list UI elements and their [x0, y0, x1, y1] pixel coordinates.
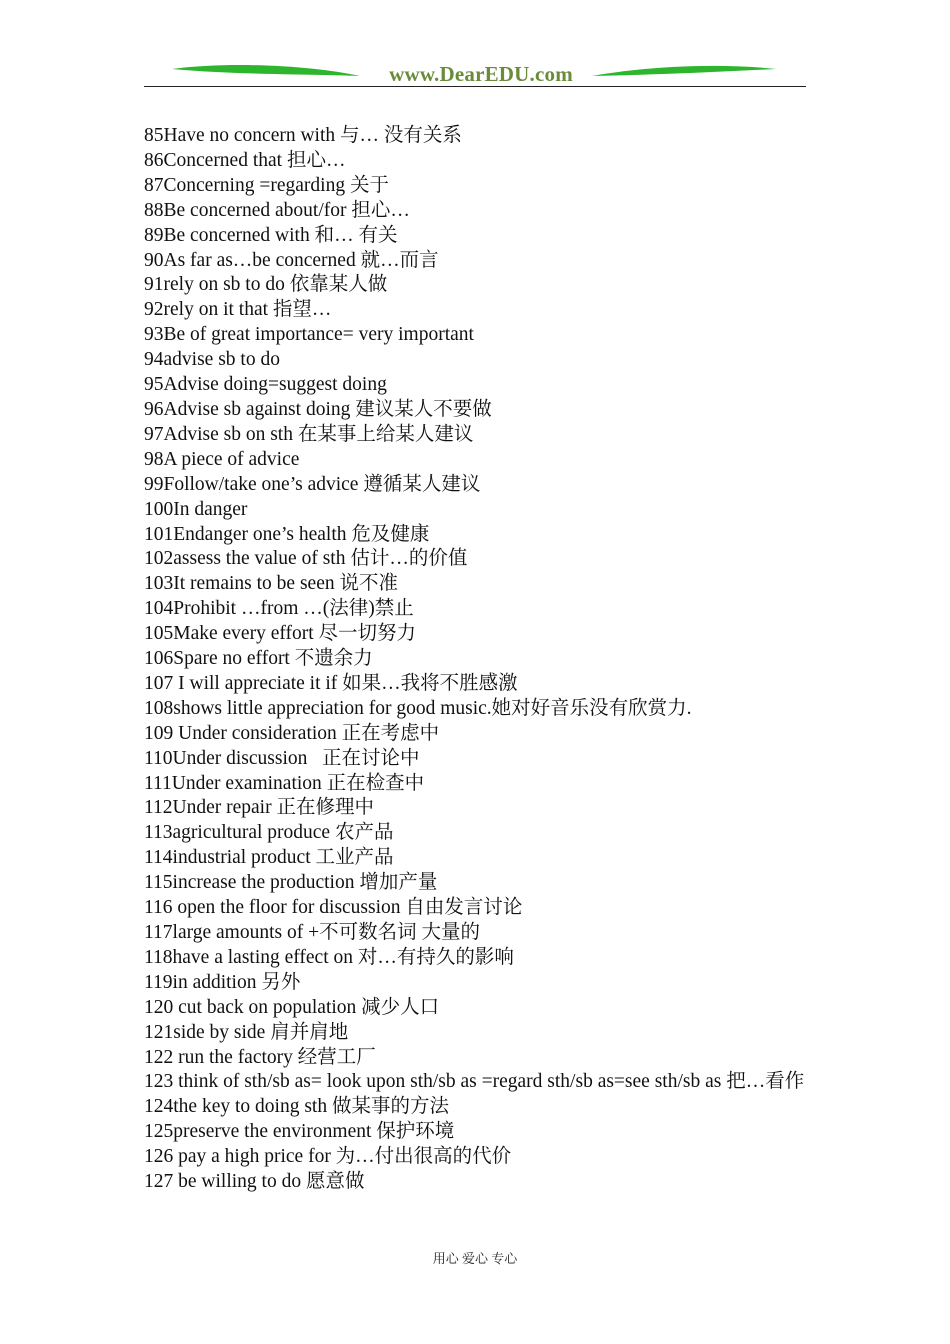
- phrase-line: 126 pay a high price for 为…付出很高的代价: [144, 1146, 512, 1168]
- phrase-line: 120 cut back on population 减少人口: [144, 996, 440, 1018]
- header-divider: [144, 86, 806, 87]
- phrase-line: 119in addition 另外: [144, 971, 301, 993]
- phrase-line: 113agricultural produce 农产品: [144, 822, 394, 844]
- phrase-line: 90As far as…be concerned 就…而言: [144, 249, 439, 271]
- phrase-line: 123 think of sth/sb as= look upon sth/sb as =regard sth/sb as=see sth/sb as 把…看作: [144, 1071, 805, 1093]
- phrase-line: 102assess the value of sth 估计…的价值: [144, 548, 468, 570]
- phrase-line: 88Be concerned about/for 担心…: [144, 199, 410, 221]
- phrase-line: 92rely on it that 指望…: [144, 299, 332, 321]
- phrase-line: 95Advise doing=suggest doing: [144, 374, 387, 396]
- site-logo-text: www.DearEDU.com: [389, 62, 573, 86]
- phrase-line: 111Under examination 正在检查中: [144, 772, 425, 794]
- phrase-line: 100In danger: [144, 498, 248, 520]
- phrase-line: 101Endanger one’s health 危及健康: [144, 523, 430, 545]
- phrase-line: 108shows little appreciation for good music.她对好音乐没有欣赏力.: [144, 697, 692, 719]
- phrase-line: 87Concerning =regarding 关于: [144, 174, 389, 196]
- phrase-line: 124the key to doing sth 做某事的方法: [144, 1096, 449, 1118]
- phrase-line: 122 run the factory 经营工厂: [144, 1046, 376, 1068]
- phrase-line: 98A piece of advice: [144, 448, 300, 470]
- phrase-line: 105Make every effort 尽一切努力: [144, 623, 417, 645]
- phrase-line: 96Advise sb against doing 建议某人不要做: [144, 398, 492, 420]
- phrase-line: 127 be willing to do 愿意做: [144, 1171, 365, 1193]
- phrase-line: 104Prohibit …from …(法律)禁止: [144, 598, 414, 620]
- phrase-line: 125preserve the environment 保护环境: [144, 1121, 455, 1143]
- phrase-line: 99Follow/take one’s advice 遵循某人建议: [144, 473, 481, 495]
- phrase-line: 114industrial product 工业产品: [144, 847, 394, 869]
- phrase-line: 109 Under consideration 正在考虑中: [144, 722, 440, 744]
- phrase-line: 103It remains to be seen 说不准: [144, 573, 398, 595]
- phrase-line: 115increase the production 增加产量: [144, 872, 438, 894]
- left-swoosh-icon: [172, 65, 360, 76]
- phrase-line: 93Be of great importance= very important: [144, 324, 474, 346]
- phrase-line: 94advise sb to do: [144, 349, 280, 371]
- phrase-line: 91rely on sb to do 依靠某人做: [144, 274, 388, 296]
- phrase-line: 117large amounts of +不可数名词 大量的: [144, 922, 480, 943]
- phrase-line: 85Have no concern with 与… 没有关系: [144, 125, 462, 146]
- phrase-line: 118have a lasting effect on 对…有持久的影响: [144, 946, 514, 968]
- phrase-line: 121side by side 肩并肩地: [144, 1021, 349, 1043]
- phrase-line: 97Advise sb on sth 在某事上给某人建议: [144, 423, 474, 445]
- phrase-line: 110Under discussion 正在讨论中: [144, 747, 420, 769]
- phrase-list: [144, 124, 810, 1195]
- phrase-line: 107 I will appreciate it if 如果…我将不胜感激: [144, 672, 518, 694]
- phrase-line: 86Concerned that 担心…: [144, 149, 346, 171]
- page-footer: 用心 爱心 专心: [432, 1251, 518, 1266]
- phrase-line: 106Spare no effort 不遗余力: [144, 648, 373, 670]
- page-header: [144, 58, 806, 90]
- phrase-line: 116 open the floor for discussion 自由发言讨论: [144, 897, 523, 919]
- phrase-line: 89Be concerned with 和… 有关: [144, 224, 398, 246]
- right-swoosh-icon: [592, 66, 776, 76]
- phrase-line: 112Under repair 正在修理中: [144, 797, 374, 819]
